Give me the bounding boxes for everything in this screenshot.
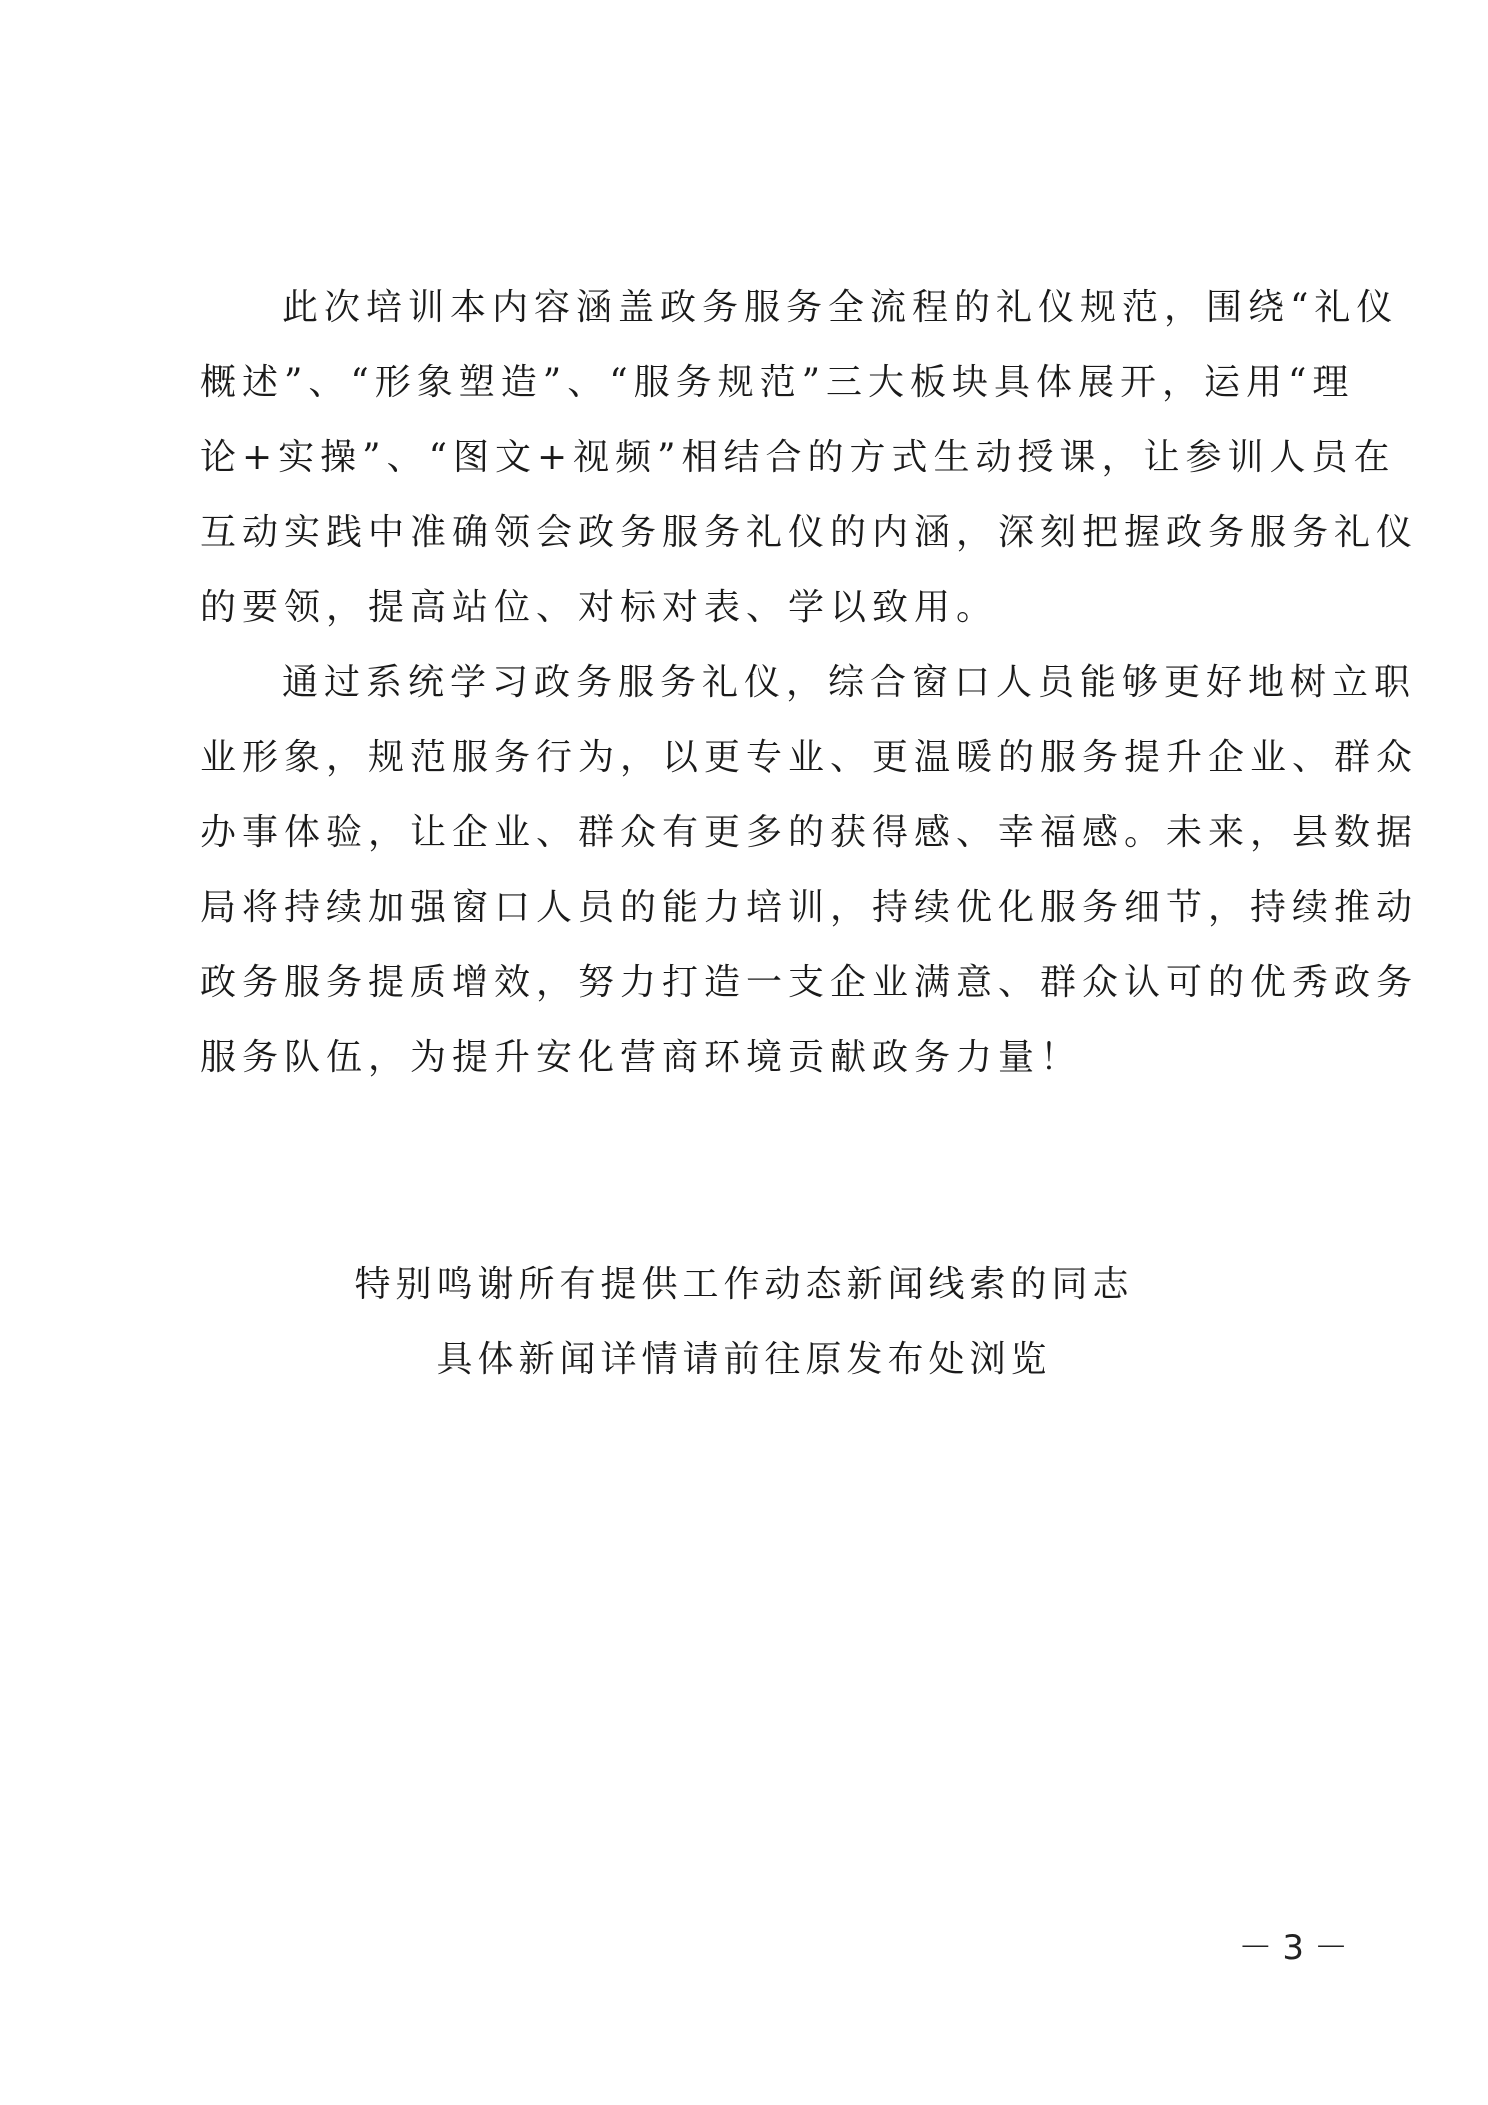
paragraph-line: 局将持续加强窗口人员的能力培训，持续优化服务细节，持续推动 [200, 887, 1419, 928]
paragraph-2 [200, 645, 1419, 1095]
paragraph-1 [200, 270, 1419, 645]
acknowledgement-line-2: 具体新闻详情请前往原发布处浏览 [436, 1339, 1052, 1380]
paragraph-line: 的要领，提高站位、对标对表、学以致用。 [200, 587, 999, 628]
body-text [200, 270, 1419, 1095]
paragraph-line: 此次培训本内容涵盖政务服务全流程的礼仪规范，围绕“礼仪 [282, 287, 1399, 328]
paragraph-line: 概述”、“形象塑造”、“服务规范”三大板块具体展开，运用“理 [200, 362, 1355, 403]
paragraph-line: 互动实践中准确领会政务服务礼仪的内涵，深刻把握政务服务礼仪 [200, 512, 1419, 553]
paragraph-line: 办事体验，让企业、群众有更多的获得感、幸福感。未来，县数据 [200, 812, 1419, 853]
paragraph-line: 通过系统学习政务服务礼仪，综合窗口人员能够更好地树立职 [282, 662, 1417, 703]
paragraph-line: 服务队伍，为提升安化营商环境贡献政务力量！ [200, 1037, 1083, 1078]
acknowledgement-line-1: 特别鸣谢所有提供工作动态新闻线索的同志 [354, 1264, 1134, 1305]
paragraph-line: 政务服务提质增效，努力打造一支企业满意、群众认可的优秀政务 [200, 962, 1419, 1003]
page-number: －3－ [1238, 1928, 1358, 1968]
paragraph-line: 业形象，规范服务行为，以更专业、更温暖的服务提升企业、群众 [200, 737, 1419, 778]
paragraph-line: 论+实操”、“图文+视频”相结合的方式生动授课，让参训人员在 [200, 437, 1396, 478]
